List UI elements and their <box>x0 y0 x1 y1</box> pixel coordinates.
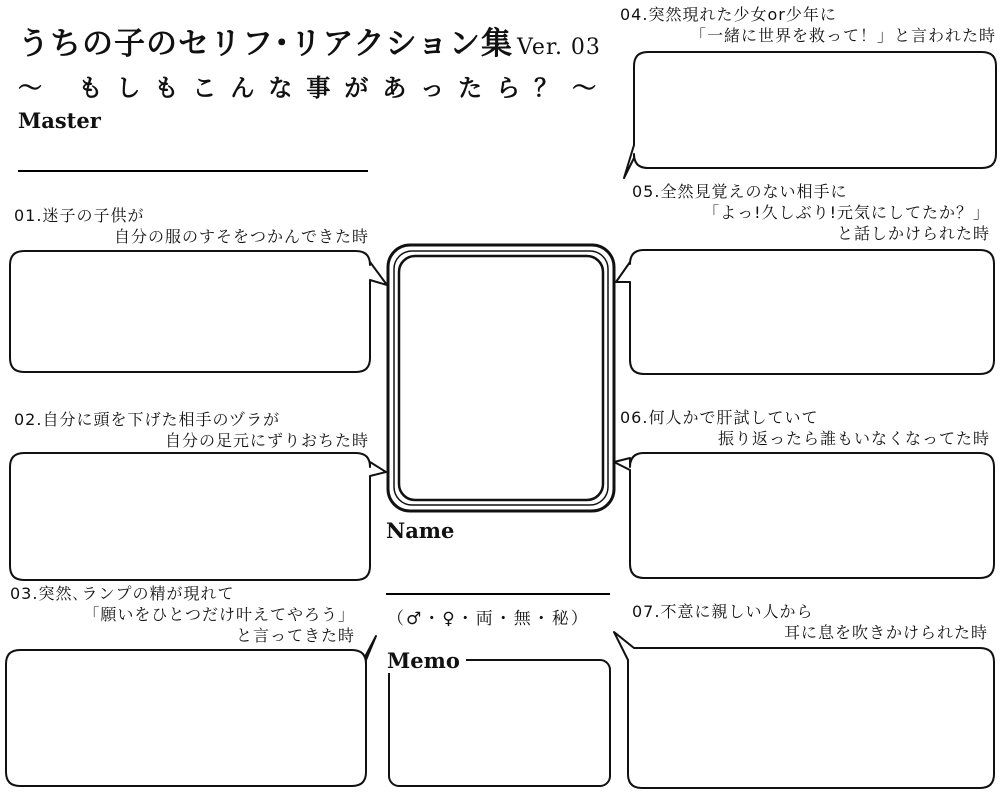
prompt-06-line1: 06.何人かで肝試していて <box>620 408 819 427</box>
prompt-04-line2: 「一緒に世界を救って！」と言われた時 <box>689 26 996 45</box>
prompt-02-line2: 自分の足元にずりおちた時 <box>164 431 369 450</box>
version-label: Ver. 03 <box>516 35 601 60</box>
name-label: Name <box>386 518 455 543</box>
prompt-04-line1: 04.突然現れた少女or少年に <box>620 5 837 24</box>
memo-box[interactable] <box>389 660 610 786</box>
memo-label: Memo <box>387 648 466 673</box>
prompt-07-line1: 07.不意に親しい人から <box>632 602 814 621</box>
prompt-04 <box>620 4 996 46</box>
page-subtitle: ～ もしもこんな事があったら？～ <box>18 74 611 102</box>
prompt-02-line1: 02.自分に頭を下げた相手のヅラが <box>14 410 281 429</box>
master-label: Master <box>18 108 101 133</box>
prompt-06-line2: 振り返ったら誰もいなくなってた時 <box>717 429 990 448</box>
prompt-05-line3: と話しかけられた時 <box>836 224 990 243</box>
prompt-01-line2: 自分の服のすそをつかんできた時 <box>113 227 369 246</box>
bubble-04[interactable] <box>624 52 996 178</box>
prompt-06 <box>620 407 990 449</box>
gender-options[interactable]: （♂・♀・両・無・秘） <box>387 609 590 629</box>
bubble-07[interactable] <box>614 632 994 788</box>
portrait-frame[interactable] <box>388 245 614 511</box>
prompt-05-line1: 05.全然見覚えのない相手に <box>632 182 848 201</box>
prompt-07-line2: 耳に息を吹きかけられた時 <box>783 623 988 642</box>
prompt-01 <box>14 205 369 247</box>
bubble-03[interactable] <box>6 636 376 786</box>
prompt-03-line1: 03.突然､ランプの精が現れて <box>10 584 235 603</box>
bubble-01[interactable] <box>10 251 387 372</box>
prompt-05 <box>632 181 990 244</box>
prompt-03-line2: 「願いをひとつだけ叶えてやろう」 <box>83 605 355 624</box>
prompt-03-line3: と言ってきた時 <box>235 626 355 645</box>
prompt-01-line1: 01.迷子の子供が <box>14 206 145 225</box>
prompt-03 <box>10 583 355 646</box>
bubble-02[interactable] <box>10 453 386 580</box>
name-line[interactable] <box>386 593 610 595</box>
prompt-02 <box>14 409 369 451</box>
bubble-06[interactable] <box>614 453 994 578</box>
title-text: うちの子のセリフ･リアクション集 <box>18 26 513 62</box>
bubble-05[interactable] <box>616 250 994 374</box>
prompt-05-line2: 「よっ!久しぶり!元気にしてたか？」 <box>703 203 990 222</box>
prompt-07 <box>632 601 988 643</box>
